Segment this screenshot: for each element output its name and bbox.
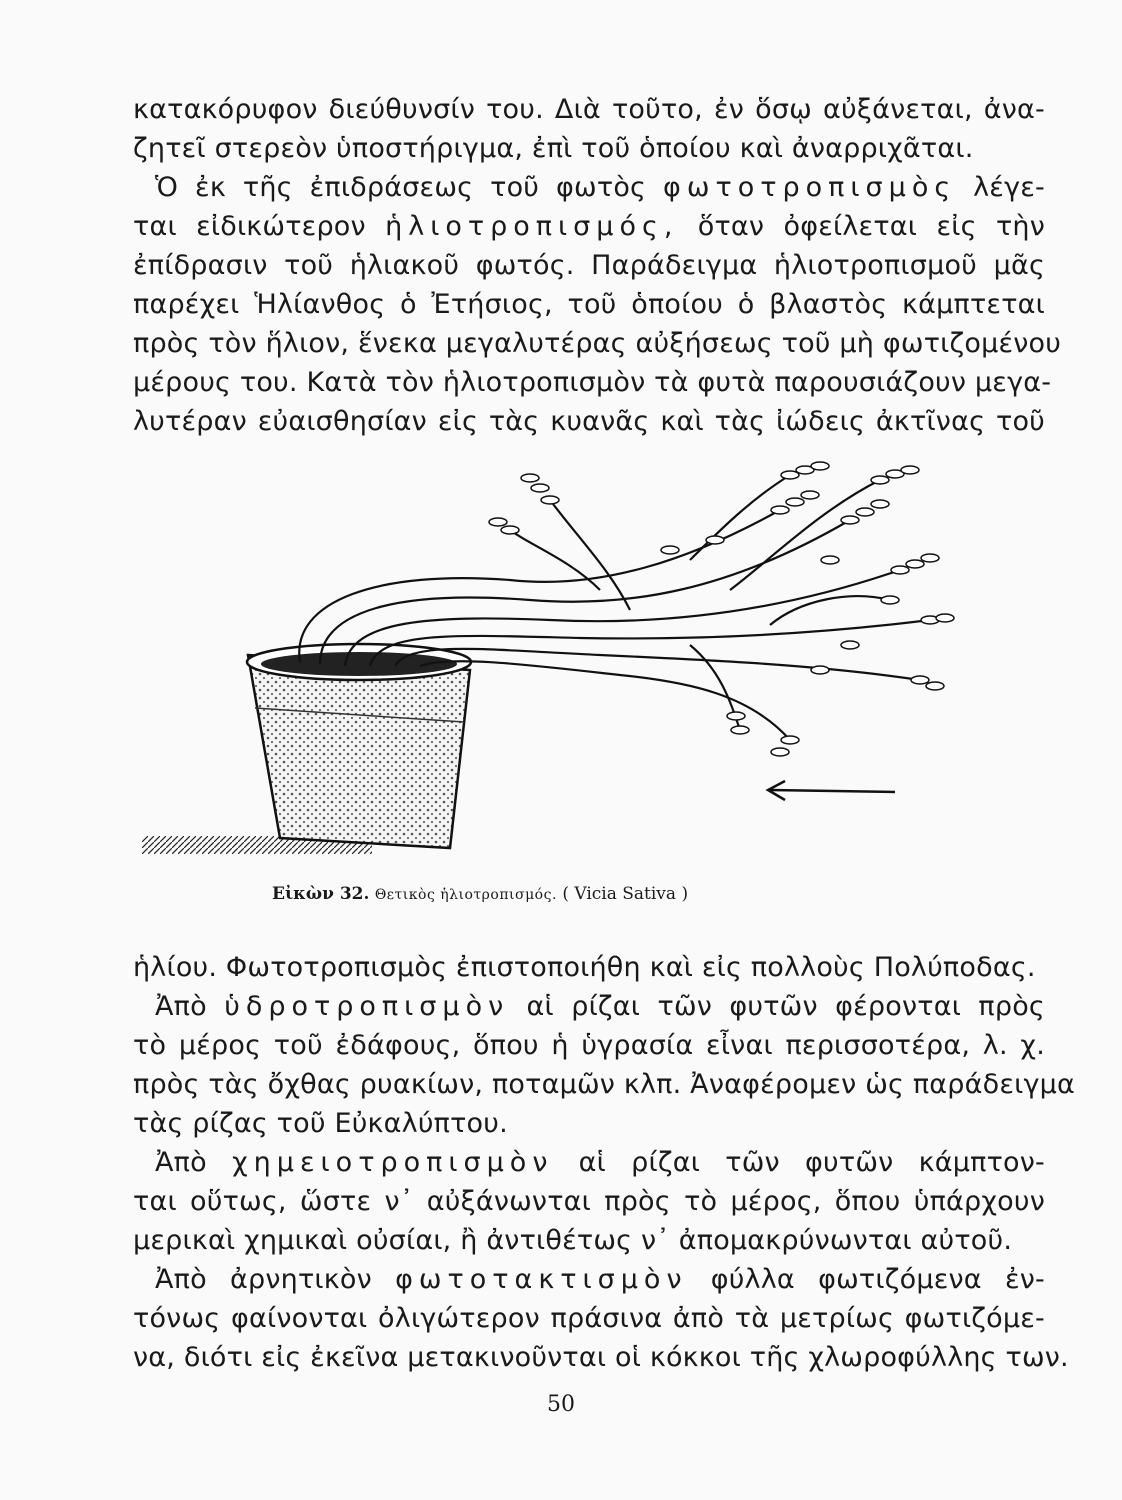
text-span: αἱ ρίζαι τῶν φυτῶν κάμπτον- <box>553 1147 1045 1178</box>
figure-caption <box>272 884 892 904</box>
term-phototaxis: φωτοτακτισμὸν <box>395 1264 688 1295</box>
text-line: μερικαὶ χημικαὶ οὐσίαι, ἢ ἀντιθέτως ν᾿ ἀπομακρύνωνται αὐτοῦ. <box>133 1225 1013 1256</box>
text-line <box>133 1145 1045 1181</box>
figure-label: Εἰκὼν 32. <box>272 884 370 904</box>
text-span: Ἀπὸ ἀρνητικὸν <box>155 1264 396 1295</box>
text-span: Ἀπὸ <box>155 1147 233 1178</box>
figure-species: ( Vicia Sativa ) <box>562 884 689 904</box>
text-line: ζητεῖ στερεὸν ὑποστήριγμα, ἐπὶ τοῦ ὁποίου καὶ ἀναρριχᾶται. <box>133 133 974 164</box>
text-line <box>133 209 1045 245</box>
text-line: παρέχει Ἡλίανθος ὁ Ἐτήσιος, τοῦ ὁποίου ὁ βλαστὸς κάμπτεται <box>133 289 1045 320</box>
text-line: τόνως φαίνονται ὀλιγώτερον πράσινα ἀπὸ τὰ μετρίως φωτιζόμε- <box>133 1303 1045 1334</box>
text-span: φύλλα φωτιζόμενα ἐν- <box>687 1264 1045 1295</box>
light-direction-arrow <box>768 781 895 800</box>
text-span: Ἀπὸ <box>155 991 225 1022</box>
text-span: αἱ ρίζαι τῶν φυτῶν φέρονται πρὸς <box>509 991 1045 1022</box>
text-line: ται οὕτως, ὥστε ν᾿ αὐξάνωνται πρὸς τὸ μέρος, ὅπου ὑπάρχουν <box>133 1186 1045 1217</box>
text-line: λυτέραν εὐαισθησίαν εἰς τὰς κυανᾶς καὶ τὰς ἰώδεις ἀκτῖνας τοῦ <box>133 406 1045 437</box>
text-span: ὅταν ὀφείλεται εἰς τὴν <box>678 211 1045 242</box>
term-phototropism: φωτοτροπισμὸς <box>663 172 957 203</box>
text-line: να, διότι εἰς ἐκεῖνα μετακινοῦνται οἱ κόκκοι τῆς χλωροφύλλης των. <box>133 1342 1069 1373</box>
text-line <box>133 170 1045 206</box>
text-line: τὸ μέρος τοῦ ἐδάφους, ὅπου ἡ ὑγρασία εἶναι περισσοτέρα, λ. χ. <box>133 1030 1045 1061</box>
text-line: μέρους του. Κατὰ τὸν ἡλιοτροπισμὸν τὰ φυτὰ παρουσιάζουν μεγα- <box>133 367 1052 398</box>
term-hydrotropism: ὑδροτροπισμὸν <box>224 991 510 1022</box>
text-line: πρὸς τὸν ἥλιον, ἕνεκα μεγαλυτέρας αὐξήσεως τοῦ μὴ φωτιζομένου <box>133 328 1062 359</box>
text-line: ἐπίδρασιν τοῦ ἡλιακοῦ φωτός. Παράδειγμα ἡλιοτροπισμοῦ μᾶς <box>133 250 1045 281</box>
text-line <box>133 1262 1045 1298</box>
page-number: 50 <box>547 1392 575 1417</box>
text-line: ἡλίου. Φωτοτροπισμὸς ἐπιστοποιήθη καὶ εἰς πολλοὺς Πολύποδας. <box>133 952 1036 983</box>
text-span: Ὁ ἐκ τῆς ἐπιδράσεως τοῦ φωτὸς <box>155 172 664 203</box>
term-heliotropism: ἡλιοτροπισμός, <box>385 211 679 242</box>
text-line: πρὸς τὰς ὄχθας ρυακίων, ποταμῶν κλπ. Ἀναφέρομεν ὡς παράδειγμα <box>133 1069 1076 1100</box>
plant-leaves <box>489 462 954 756</box>
figure-plant-illustration <box>130 440 960 880</box>
figure-title: Θετικὸς ἡλιοτροπισμός. <box>374 887 557 903</box>
text-line <box>133 989 1045 1025</box>
flower-pot <box>248 655 470 848</box>
term-chemotropism: χημειοτροπισμὸν <box>232 1147 554 1178</box>
text-span: ται εἰδικώτερον <box>133 211 386 242</box>
text-span: λέγε- <box>956 172 1046 203</box>
text-line: τὰς ρίζας τοῦ Εὐκαλύπτου. <box>133 1108 508 1139</box>
text-line: κατακόρυφον διεύθυνσίν του. Διὰ τοῦτο, ἐν ὅσῳ αὐξάνεται, ἀνα- <box>133 94 1045 125</box>
